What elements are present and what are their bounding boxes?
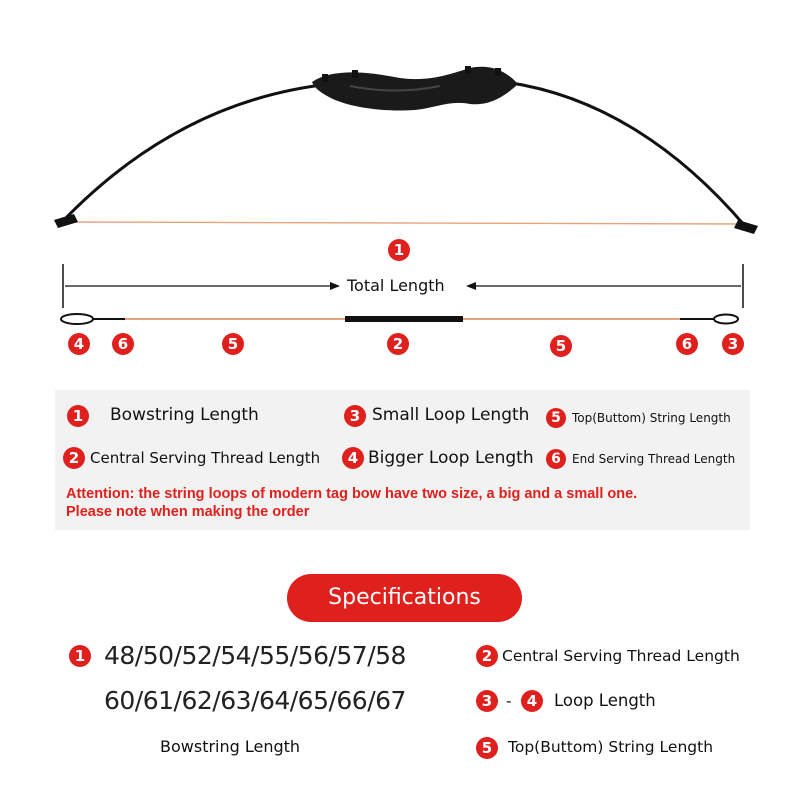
string-number-6-right: 6	[676, 333, 698, 355]
spec-number-5: 5	[476, 737, 498, 759]
legend-number-5: 5	[546, 408, 566, 428]
big-loop	[61, 314, 93, 324]
legend-label-end-serving: End Serving Thread Length	[572, 452, 736, 466]
legend-label-top-string: Top(Buttom) String Length	[572, 411, 731, 425]
string-number-3: 3	[722, 333, 744, 355]
string-number-4: 4	[68, 333, 90, 355]
legend-label-small-loop: Small Loop Length	[372, 405, 530, 425]
legend-number-6: 6	[546, 449, 566, 469]
bow-limb-left	[60, 84, 330, 224]
spec-number-1: 1	[69, 645, 91, 667]
bow-tip-right	[734, 220, 758, 234]
string-number-5-right: 5	[550, 335, 572, 357]
spec-sizes-line-1: 48/50/52/54/55/56/57/58	[104, 641, 406, 670]
attention-line-2: Please note when making the order	[66, 504, 310, 520]
string-number-2: 2	[387, 333, 409, 355]
spec-number-2: 2	[476, 645, 498, 667]
legend-number-4: 4	[342, 447, 364, 469]
bow-illustration	[0, 0, 800, 250]
legend-number-1: 1	[67, 405, 89, 427]
spec-number-3: 3	[476, 690, 498, 712]
attention-line-1: Attention: the string loops of modern tag bow have two size, a big and a small one.	[66, 486, 638, 502]
spec-loop-label: Loop Length	[554, 691, 656, 710]
attention-note	[66, 485, 746, 521]
specifications-title: Specifications	[287, 574, 522, 622]
spec-bowstring-label: Bowstring Length	[160, 737, 301, 756]
spec-number-4: 4	[521, 690, 543, 712]
string-diagram	[0, 308, 800, 332]
legend-label-bowstring: Bowstring Length	[110, 405, 259, 425]
spec-sizes-line-2: 60/61/62/63/64/65/66/67	[104, 686, 406, 715]
legend-number-3: 3	[344, 405, 366, 427]
spec-central-label: Central Serving Thread Length	[502, 647, 740, 665]
legend-label-central-serving: Central Serving Thread Length	[90, 449, 321, 467]
total-length-label: Total Length	[347, 276, 445, 295]
bow-limb-right	[505, 82, 745, 226]
string-number-5-left: 5	[222, 333, 244, 355]
total-length-number: 1	[388, 239, 410, 261]
legend-number-2: 2	[63, 447, 85, 469]
string-number-6-left: 6	[112, 333, 134, 355]
spec-top-string-label: Top(Buttom) String Length	[508, 738, 714, 756]
legend-label-bigger-loop: Bigger Loop Length	[368, 448, 534, 468]
small-loop	[714, 315, 738, 324]
spec-loop-dash: -	[506, 692, 512, 710]
central-serving	[345, 316, 463, 322]
bow-string	[68, 222, 745, 224]
